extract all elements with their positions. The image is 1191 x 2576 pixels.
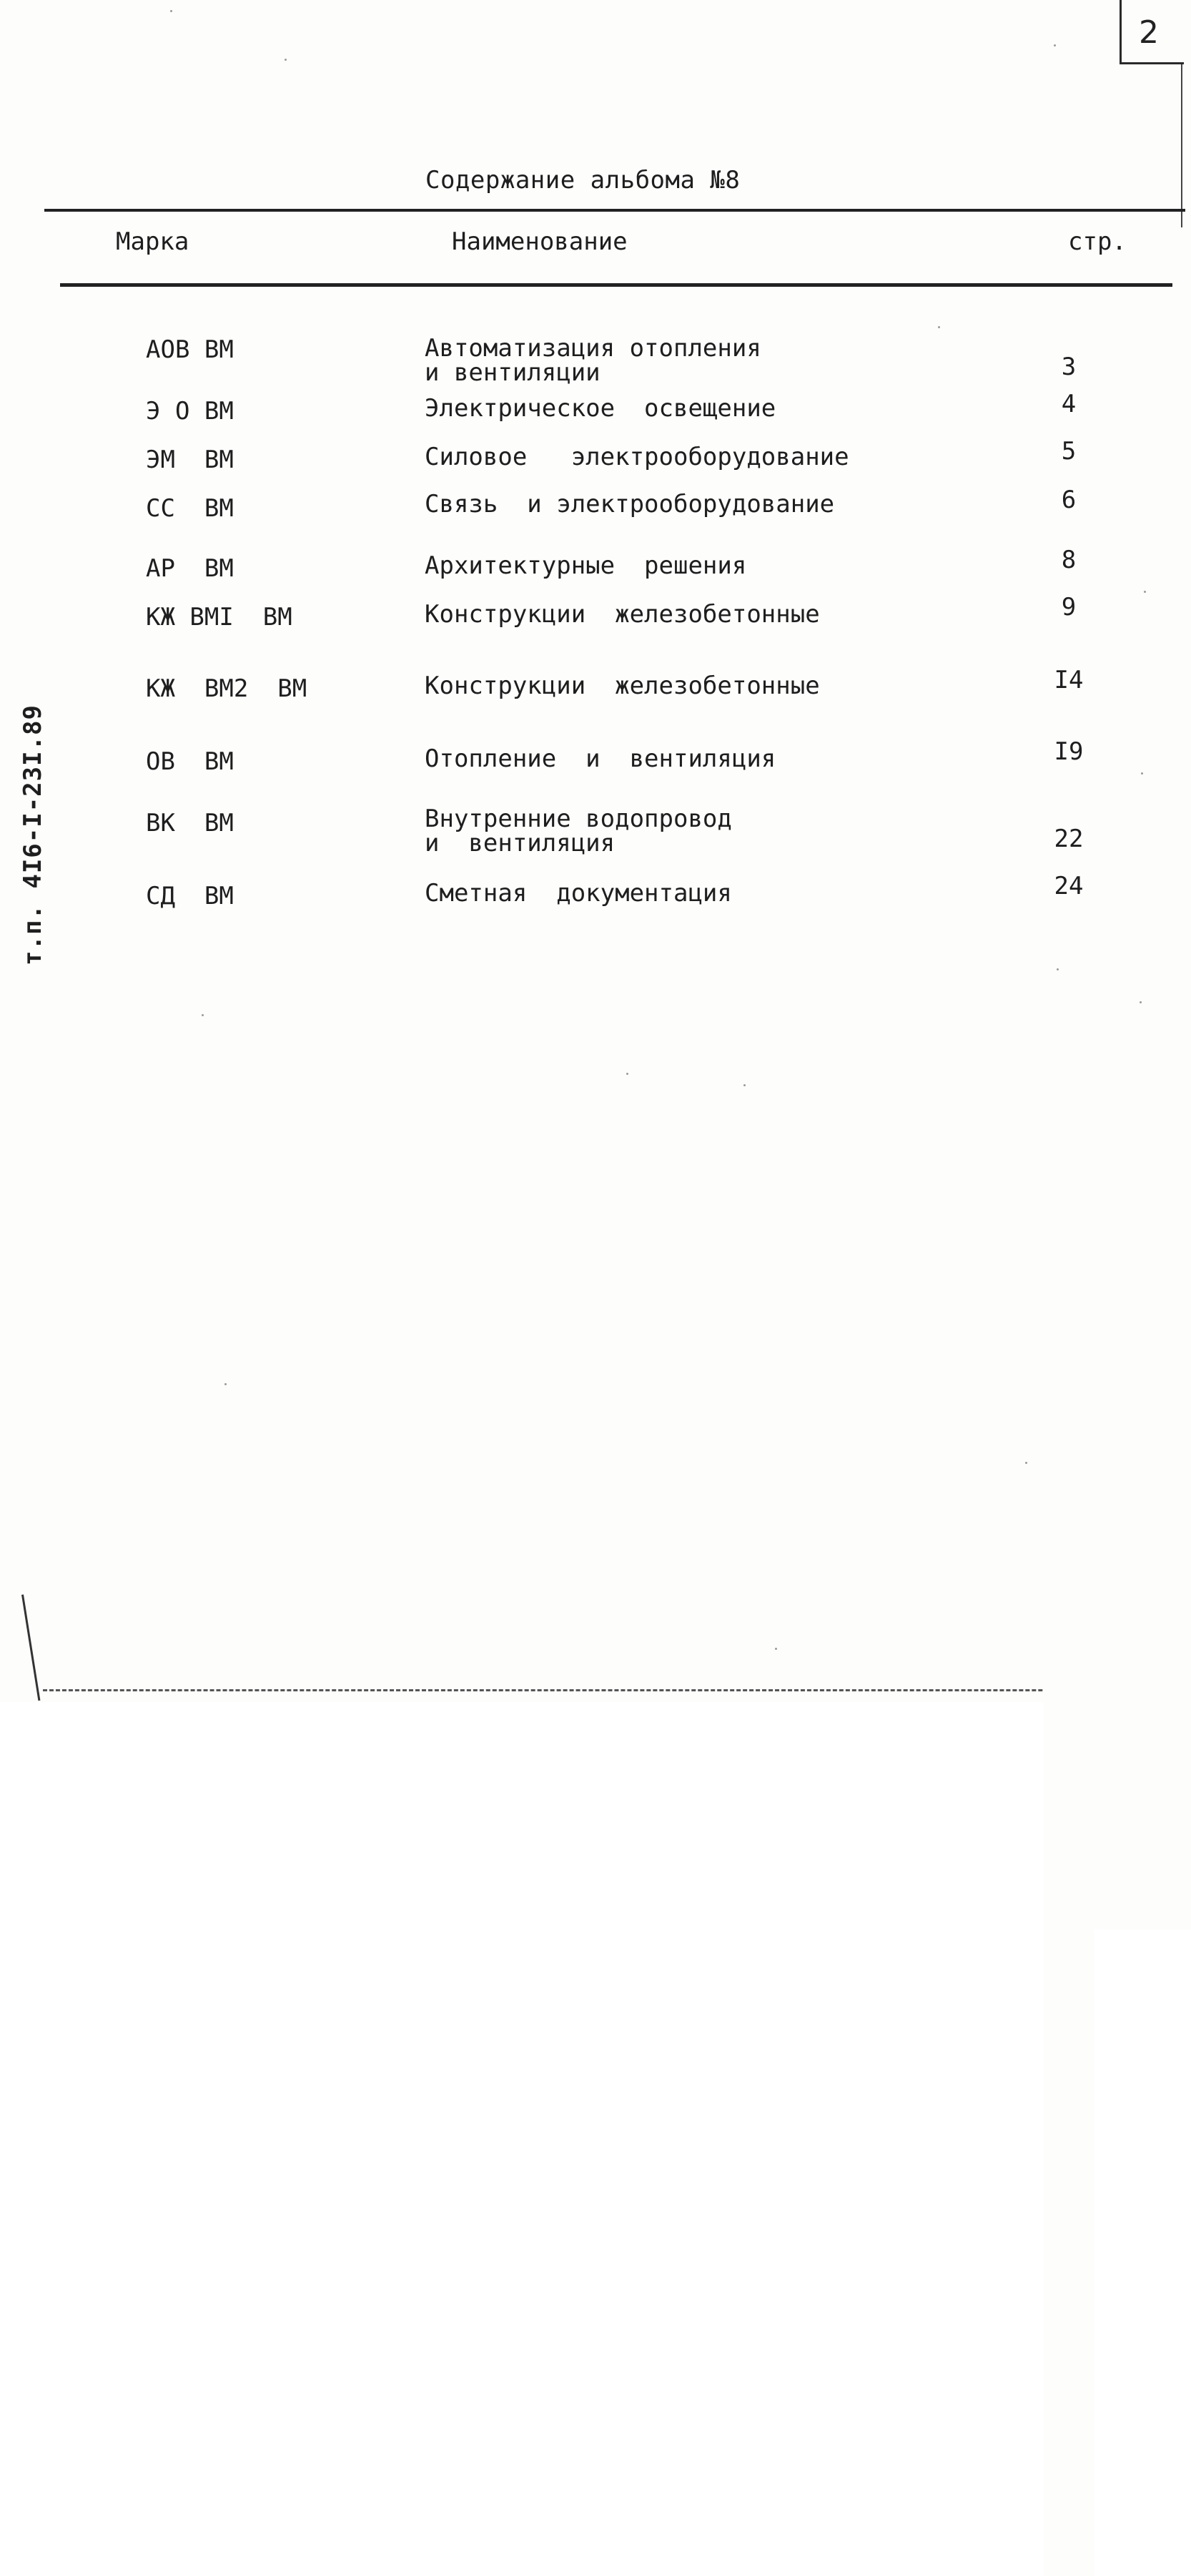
row-name: Архитектурные решения xyxy=(425,551,747,580)
scan-speck xyxy=(938,326,940,328)
scan-speck xyxy=(626,1073,628,1075)
row-name: Связь и электрооборудование xyxy=(425,490,835,518)
row-name: Электрическое освещение xyxy=(425,394,776,423)
row-mark: Э О ВМ xyxy=(146,397,234,426)
album-contents-title: Содержание альбома №8 xyxy=(425,166,741,195)
scan-speck xyxy=(1057,968,1059,970)
row-page: 9 xyxy=(1044,595,1094,2297)
row-name: Конструкции железобетонные xyxy=(425,600,820,629)
row-name: Внутренние водопровод и вентиляция xyxy=(425,805,732,857)
side-stamp: т.п. 4I6-I-23I.89 xyxy=(19,704,47,965)
row-mark: ЭМ ВМ xyxy=(146,446,234,474)
row-name: Силовое электрооборудование xyxy=(425,443,849,471)
scan-speck xyxy=(224,1383,227,1385)
column-header-name: Наименование xyxy=(452,227,628,256)
row-page: I4 xyxy=(1044,668,1094,2370)
scan-speck xyxy=(202,1014,204,1016)
row-page: 6 xyxy=(1044,488,1094,2190)
scan-speck xyxy=(1025,1462,1027,1464)
scan-speck xyxy=(1054,44,1056,46)
left-binding-line xyxy=(21,1595,40,1701)
scan-speck xyxy=(1140,1001,1142,1003)
row-mark: КЖ ВМ2 ВМ xyxy=(146,674,307,703)
scan-speck xyxy=(775,1648,777,1650)
scan-speck xyxy=(170,10,172,12)
page-number-frame xyxy=(1120,0,1184,64)
row-page: 24 xyxy=(1044,874,1094,2576)
row-page: I9 xyxy=(1044,739,1094,2442)
row-mark: АОВ ВМ xyxy=(146,335,234,364)
page-number: 2 xyxy=(1139,14,1159,51)
title-rule xyxy=(44,209,1185,212)
row-page: 8 xyxy=(1044,548,1094,2250)
header-rule xyxy=(60,283,1172,287)
column-header-page: стр. xyxy=(1068,227,1191,1929)
row-mark: СС ВМ xyxy=(146,494,234,523)
row-page: 5 xyxy=(1044,439,1094,2141)
row-page: 22 xyxy=(1044,827,1094,2529)
row-page: 3 xyxy=(1044,355,1094,2057)
row-page: 4 xyxy=(1044,392,1094,2094)
row-name: Сметная документация xyxy=(425,879,732,908)
scan-speck xyxy=(1144,591,1146,593)
row-mark: АР ВМ xyxy=(146,554,234,583)
row-mark: СД ВМ xyxy=(146,882,234,910)
row-name: Автоматизация отопления и вентиляции xyxy=(425,334,761,387)
bottom-frame-line xyxy=(43,1689,1158,1691)
scan-speck xyxy=(743,1084,746,1086)
scan-speck xyxy=(285,59,287,61)
column-header-mark: Марка xyxy=(116,227,189,256)
row-name: Конструкции железобетонные xyxy=(425,672,820,700)
row-mark: ВК ВМ xyxy=(146,809,234,837)
scan-speck xyxy=(1141,772,1143,775)
row-name: Отопление и вентиляция xyxy=(425,744,776,773)
row-mark: КЖ ВМI ВМ xyxy=(146,603,292,631)
row-mark: ОВ ВМ xyxy=(146,747,234,776)
